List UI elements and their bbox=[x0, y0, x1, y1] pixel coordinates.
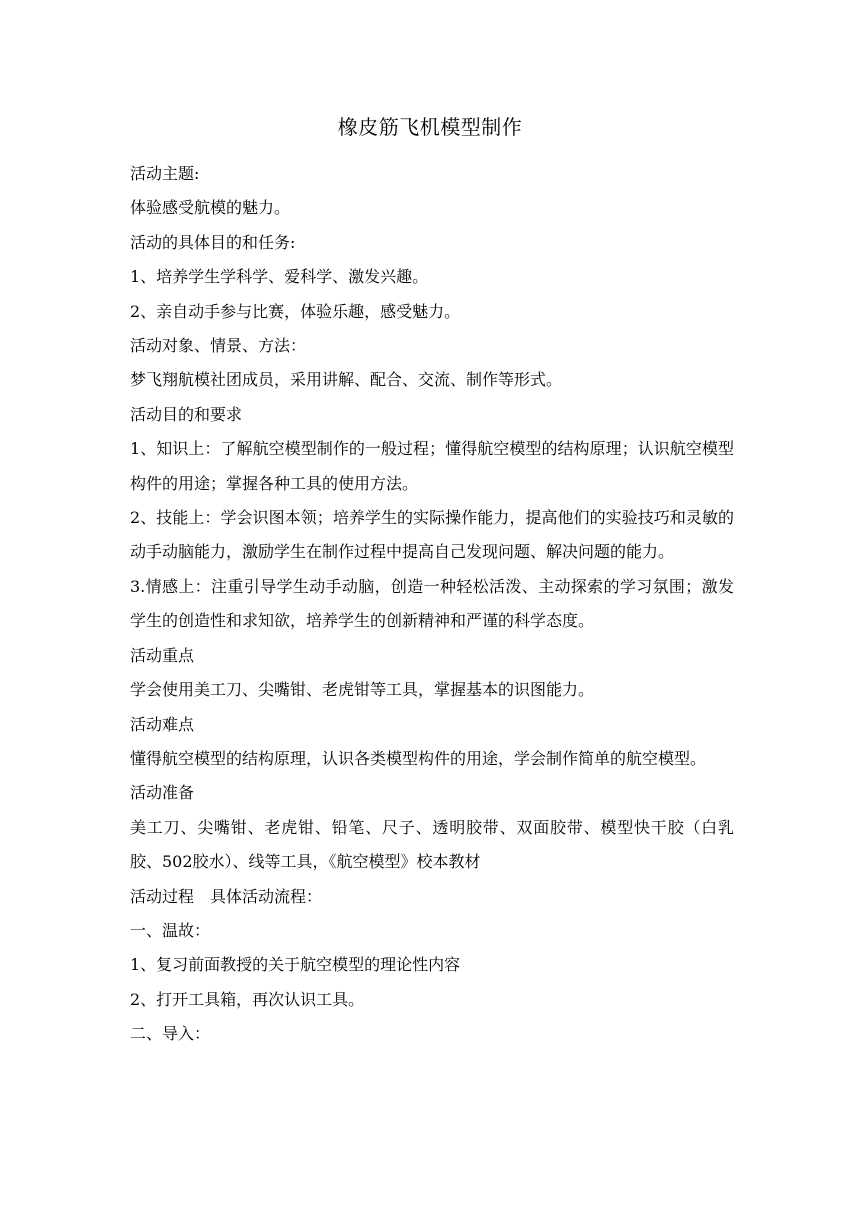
document-title: 橡皮筋飞机模型制作 bbox=[337, 115, 523, 139]
section-heading-process: 活动过程 具体活动流程： bbox=[130, 886, 323, 906]
section-heading-key-points: 活动重点 bbox=[130, 645, 195, 665]
list-item-knowledge: 1、知识上：了解航空模型制作的一般过程；懂得航空模型的结构原理；认识航空模型构件的用途；掌握各种工具的使用方法。 bbox=[130, 439, 734, 493]
list-item-review-1: 1、复习前面教授的关于航空模型的理论性内容 bbox=[130, 955, 461, 975]
paragraph-audience: 梦飞翔航模社团成员，采用讲解、配合、交流、制作等形式。 bbox=[130, 370, 563, 390]
section-heading-preparation: 活动准备 bbox=[130, 783, 195, 803]
step-heading-review: 一、温故： bbox=[130, 920, 211, 940]
list-item-goal-1: 1、培养学生学科学、爱科学、激发兴趣。 bbox=[130, 267, 429, 287]
section-heading-theme: 活动主题: bbox=[130, 164, 200, 183]
list-item-skills: 2、技能上：学会识图本领；培养学生的实际操作能力，提高他们的实验技巧和灵敏的动手动脑能力，激励学生在制作过程中提高自己发现问题、解决问题的能力。 bbox=[130, 508, 734, 562]
list-item-review-2: 2、打开工具箱，再次认识工具。 bbox=[130, 989, 365, 1009]
section-heading-goals: 活动的具体目的和任务: bbox=[130, 232, 296, 252]
section-heading-audience: 活动对象、情景、方法： bbox=[130, 336, 307, 356]
section-heading-requirements: 活动目的和要求 bbox=[130, 404, 243, 424]
section-heading-difficulties: 活动难点 bbox=[130, 714, 195, 734]
document-body bbox=[130, 157, 734, 1052]
paragraph-preparation: 美工刀、尖嘴钳、老虎钳、铅笔、尺子、透明胶带、双面胶带、模型快干胶（白乳胶、502胶水）、线等工具，《航空模型》校本教材 bbox=[130, 817, 734, 872]
paragraph-theme: 体验感受航模的魅力。 bbox=[130, 198, 291, 218]
paragraph-key-points: 学会使用美工刀、尖嘴钳、老虎钳等工具，掌握基本的识图能力。 bbox=[130, 680, 595, 700]
paragraph-difficulties: 懂得航空模型的结构原理，认识各类模型构件的用途，学会制作简单的航空模型。 bbox=[130, 748, 707, 768]
step-heading-intro: 二、导入： bbox=[130, 1024, 211, 1044]
list-item-emotion: 3.情感上：注重引导学生动手动脑，创造一种轻松活泼、主动探索的学习氛围；激发学生的创造性和求知欲，培养学生的创新精神和严谨的科学态度。 bbox=[130, 576, 734, 631]
list-item-goal-2: 2、亲自动手参与比赛，体验乐趣，感受魅力。 bbox=[130, 301, 461, 321]
